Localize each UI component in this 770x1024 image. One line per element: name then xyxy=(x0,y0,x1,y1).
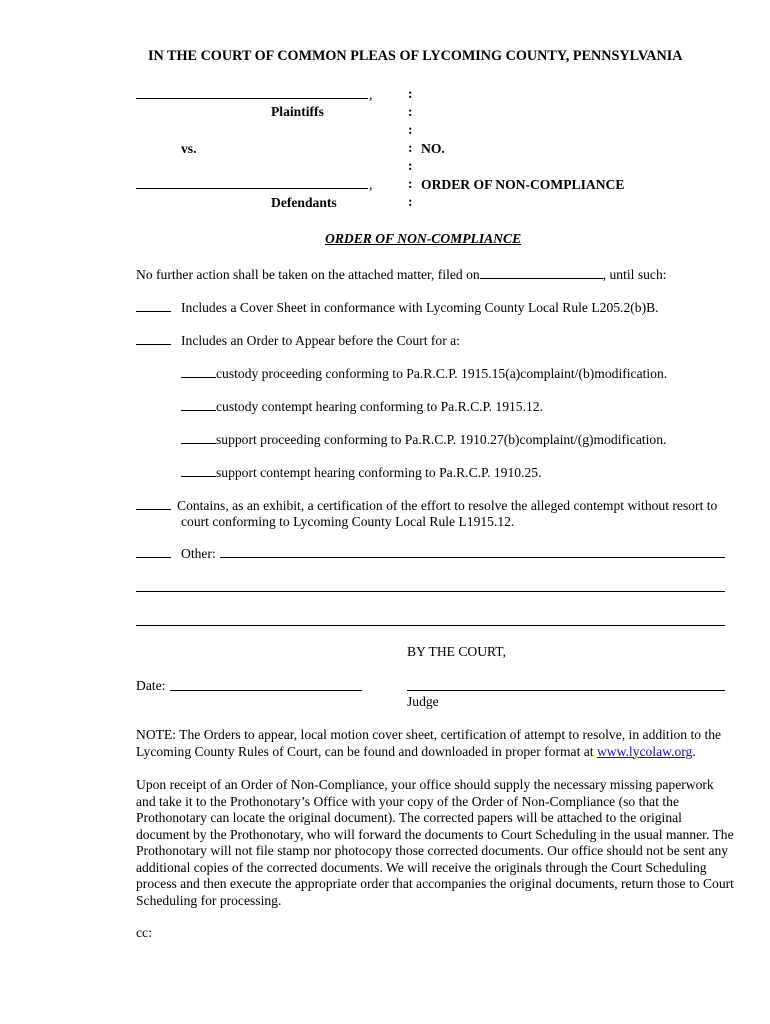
support-proceeding-checkbox-line[interactable] xyxy=(181,443,216,444)
plaintiff-name-line[interactable] xyxy=(136,98,368,99)
cover-sheet-item: Includes a Cover Sheet in conformance with Lycoming County Local Rule L205.2(b)B. xyxy=(181,300,659,315)
intro-suffix: , until such: xyxy=(602,267,667,282)
caption-colon: : xyxy=(408,158,413,173)
other-checkbox-line[interactable] xyxy=(136,557,171,558)
note-end: . xyxy=(692,743,696,759)
cc-label: cc: xyxy=(136,925,152,940)
other-text-line[interactable] xyxy=(136,625,725,626)
note-paragraph xyxy=(136,727,736,760)
date-label: Date: xyxy=(136,678,166,693)
custody-proceeding-item: custody proceeding conforming to Pa.R.C.P. 1915.15(a)complaint/(b)modification. xyxy=(216,366,668,381)
custody-contempt-item: custody contempt hearing conforming to Pa.R.C.P. 1915.12. xyxy=(216,399,543,414)
instructions-paragraph: Upon receipt of an Order of Non-Compliance, your office should supply the necessary missing paperwork and take it to the Prothonotary’s Office with your copy of the Order of Non-Compliance (so that the Prothonotary can locate the original document). The corrected papers will be attached to the original document by the Prothonotary, who will forward the documents to Court Scheduling in the usual manner. The Prothonotary will not file stamp nor photocopy those corrected documents. Our office should not be sent any additional copies of the corrected documents. We will receive the originals through the Court Scheduling process and then execute the appropriate order that accompanies the original documents, return those to Court Scheduling for processing. xyxy=(136,777,734,909)
exhibit-checkbox-line[interactable] xyxy=(136,509,171,510)
caption-colon: : xyxy=(408,194,413,209)
by-the-court: BY THE COURT, xyxy=(407,644,506,659)
judge-label: Judge xyxy=(407,694,439,709)
other-text-line[interactable] xyxy=(220,557,725,558)
document-title: ORDER OF NON-COMPLIANCE xyxy=(325,231,522,246)
order-to-appear-checkbox-line[interactable] xyxy=(136,344,171,345)
caption-colon: : xyxy=(408,140,413,155)
caption-colon: : xyxy=(408,122,413,137)
plaintiff-comma: , xyxy=(369,87,373,102)
order-to-appear-item: Includes an Order to Appear before the Court for a: xyxy=(181,333,460,348)
defendant-comma: , xyxy=(369,177,373,192)
filed-on-date-field[interactable] xyxy=(480,266,603,279)
support-contempt-checkbox-line[interactable] xyxy=(181,476,216,477)
vs-label: vs. xyxy=(181,141,197,156)
lycolaw-link[interactable]: www.lycolaw.org xyxy=(596,743,693,759)
plaintiffs-label: Plaintiffs xyxy=(271,104,324,119)
support-contempt-item: support contempt hearing conforming to Pa.R.C.P. 1910.25. xyxy=(216,465,542,480)
cover-sheet-checkbox-line[interactable] xyxy=(136,311,171,312)
other-text-line[interactable] xyxy=(136,591,725,592)
exhibit-item-line1: Contains, as an exhibit, a certification of the effort to resolve the alleged contempt without resort to xyxy=(177,498,718,513)
support-proceeding-item: support proceeding conforming to Pa.R.C.P. 1910.27(b)complaint/(g)modification. xyxy=(216,432,667,447)
intro-prefix: No further action shall be taken on the attached matter, filed on xyxy=(136,267,480,282)
custody-proceeding-checkbox-line[interactable] xyxy=(181,377,216,378)
date-signature-line[interactable] xyxy=(170,690,362,691)
note-text: NOTE: The Orders to appear, local motion cover sheet, certification of attempt to resolve, in addition to the Lycoming County Rules of Court, can be found and downloaded in proper format at xyxy=(136,727,722,759)
intro-line xyxy=(136,266,667,284)
case-number-label: NO. xyxy=(421,141,445,156)
exhibit-item-line2: court conforming to Lycoming County Local Rule L1915.12. xyxy=(181,514,515,529)
caption-colon: : xyxy=(408,104,413,119)
defendants-label: Defendants xyxy=(271,195,337,210)
judge-signature-line[interactable] xyxy=(407,690,725,691)
caption-colon: : xyxy=(408,176,413,191)
caption-colon: : xyxy=(408,86,413,101)
court-title: IN THE COURT OF COMMON PLEAS OF LYCOMING COUNTY, PENNSYLVANIA xyxy=(148,48,683,64)
caption-order-label: ORDER OF NON-COMPLIANCE xyxy=(421,177,625,192)
other-label: Other: xyxy=(181,546,216,561)
defendant-name-line[interactable] xyxy=(136,188,368,189)
custody-contempt-checkbox-line[interactable] xyxy=(181,410,216,411)
